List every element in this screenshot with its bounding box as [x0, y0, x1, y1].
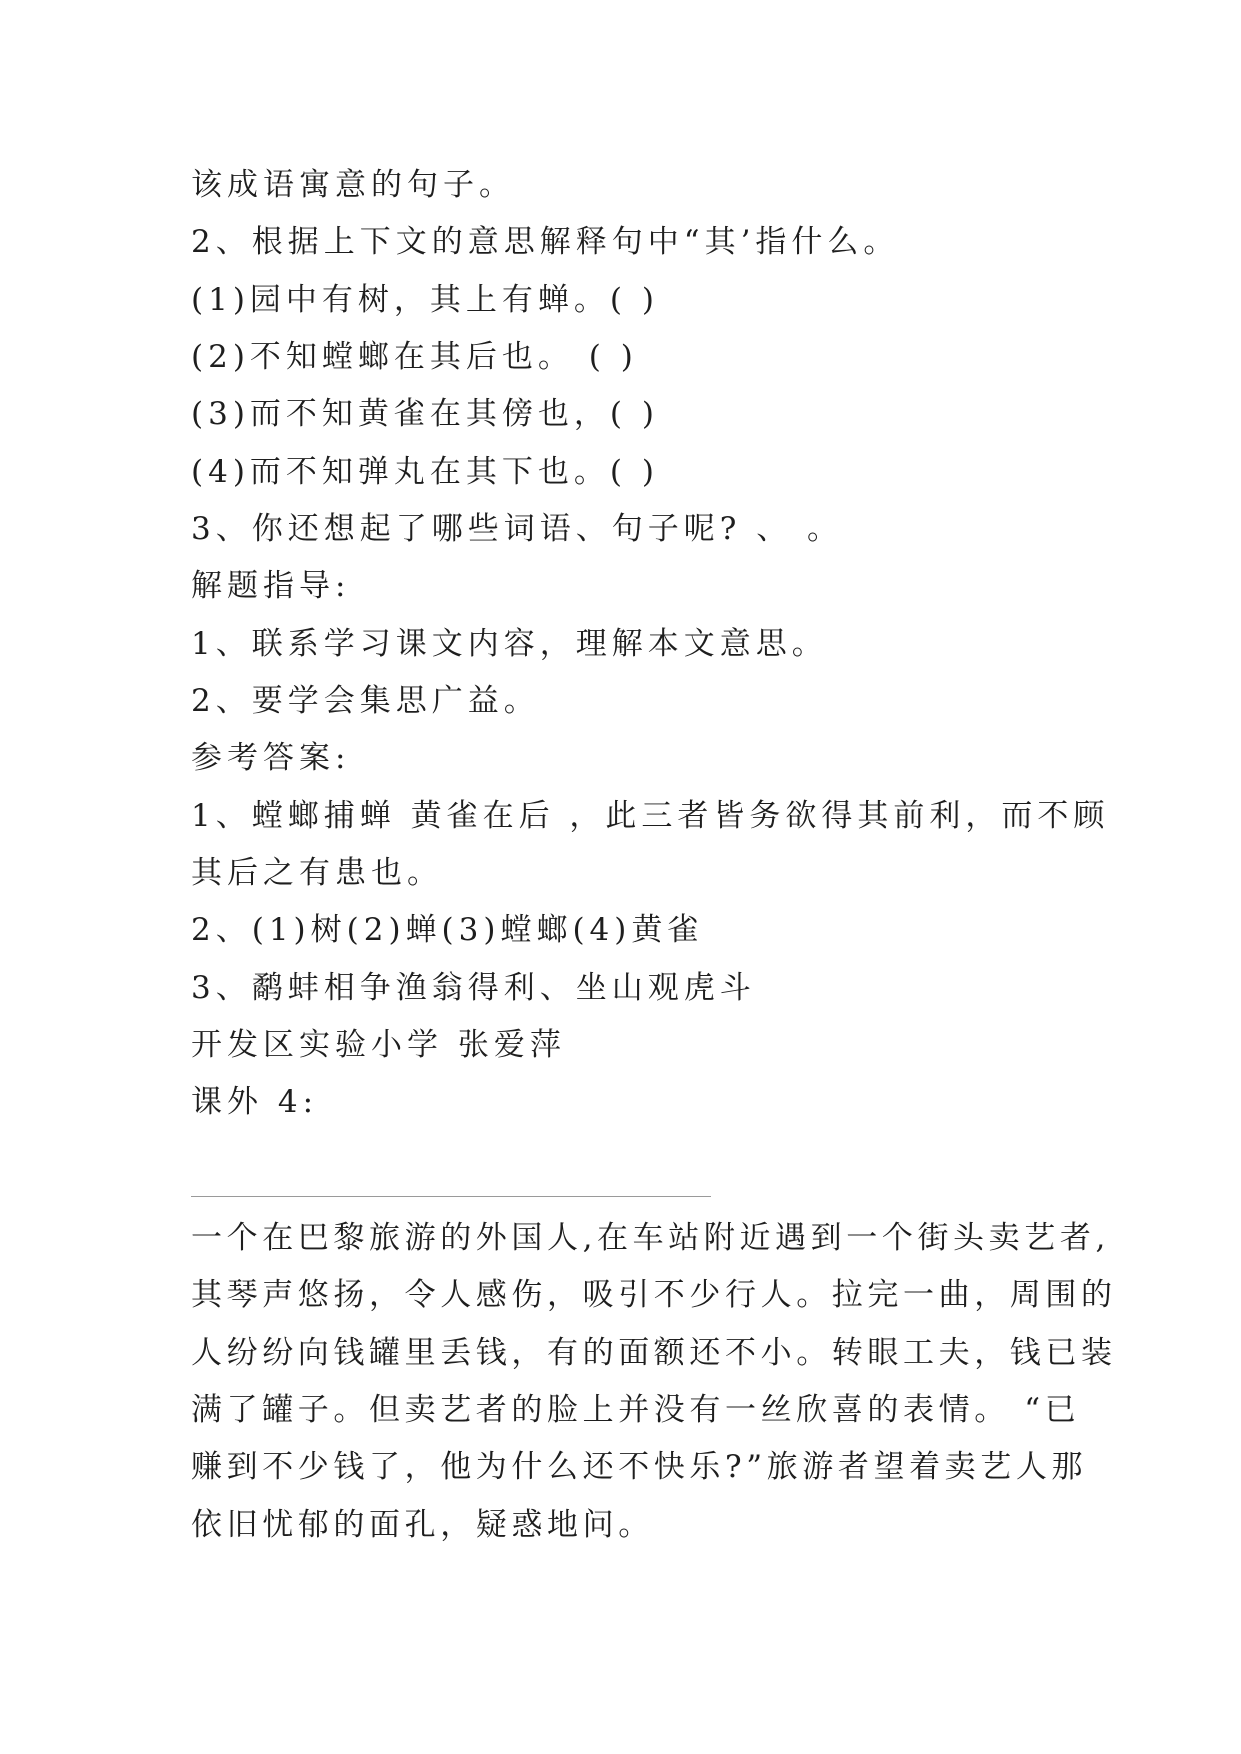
answer-1: 1、螳螂捕蝉 黄雀在后 ，此三者皆务欲得其前利，而不顾: [191, 798, 1110, 834]
question-2-item-3: (3)而不知黄雀在其傍也，( ): [191, 396, 659, 432]
section-heading: 课外 4:: [191, 1084, 319, 1120]
question-2: 2、根据上下文的意思解释句中“其’指什么。: [191, 224, 900, 260]
text-line: 该成语寓意的句子。: [191, 167, 515, 203]
answer-heading: 参考答案:: [191, 740, 351, 776]
question-2-item-2: (2)不知螳螂在其后也。 ( ): [191, 339, 638, 375]
story-line: 一个在巴黎旅游的外国人,在车站附近遇到一个街头卖艺者,: [191, 1220, 1110, 1256]
answer-2: 2、(1)树(2)蝉(3)螳螂(4)黄雀: [191, 912, 704, 948]
question-2-item-1: (1)园中有树，其上有蝉。( ): [191, 282, 659, 318]
section-divider: [191, 1196, 711, 1197]
story-line: 依旧忧郁的面孔，疑惑地问。: [191, 1507, 654, 1543]
story-line: 赚到不少钱了，他为什么还不快乐?”旅游者望着卖艺人那: [191, 1449, 1088, 1485]
question-2-item-4: (4)而不知弹丸在其下也。( ): [191, 454, 659, 490]
story-line: 人纷纷向钱罐里丢钱，有的面额还不小。转眼工夫，钱已装: [191, 1335, 1117, 1371]
question-3: 3、你还想起了哪些词语、句子呢? 、 。: [191, 511, 844, 547]
guidance-heading: 解题指导:: [191, 568, 351, 604]
story-line: 其琴声悠扬，令人感伤，吸引不少行人。拉完一曲，周围的: [191, 1277, 1117, 1313]
guidance-item-2: 2、要学会集思广益。: [191, 683, 540, 719]
answer-3: 3、鹬蚌相争渔翁得利、坐山观虎斗: [191, 970, 756, 1006]
guidance-item-1: 1、联系学习课文内容，理解本文意思。: [191, 626, 828, 662]
story-line: 满了罐子。但卖艺者的脸上并没有一丝欣喜的表情。 “已: [191, 1392, 1081, 1428]
answer-1-continued: 其后之有患也。: [191, 855, 443, 891]
author-line: 开发区实验小学 张爱萍: [191, 1027, 566, 1063]
